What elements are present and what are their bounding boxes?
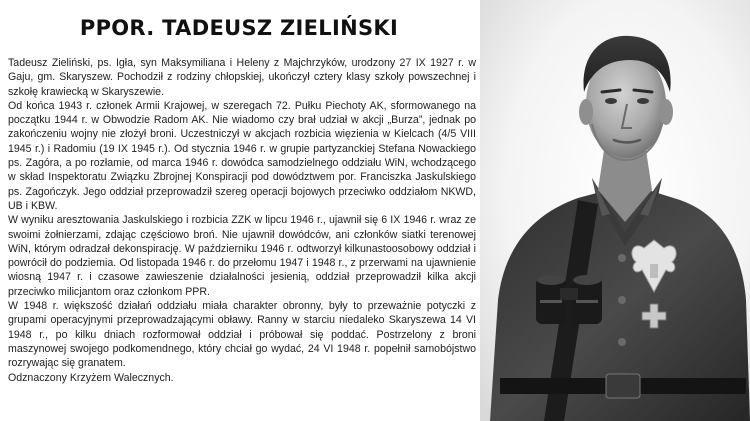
page-title: PPOR. TADEUSZ ZIELIŃSKI xyxy=(79,16,399,40)
bio-paragraph: Odznaczony Krzyżem Walecznych. xyxy=(8,371,174,384)
portrait-photo xyxy=(480,0,750,421)
bio-paragraph: Tadeusz Zieliński, ps. Igła, syn Maksymiliana i Heleny z Majchrzyków, urodzony 27 IX 1927 r. w Gaju, gm. Skaryszew. Pochodził z rodziny chłopskiej, ukończył cztery klasy szkoły powszechnej i szkołę krawiecką w Skaryszewie. xyxy=(8,57,476,98)
bio-paragraph: W wyniku aresztowania Jaskulskiego i rozbicia ZZK w lipcu 1946 r., ujawnił się 6 IX 1946 r. wraz ze swoimi żołnierzami, zdając częściowo broń. Nie ujawnił dowódców, ani członków siatki terenowej WiN, którym odradzał dekonspirację. W październiku 1946 r. odtworzył kilkunastoosobowy oddział i powrócił do podziemia. Od listopada 1946 r. do przełomu 1947 i 1948 r., z przerwami na ujawnienie wiosną 1947 r. i czasowe zawieszenie działalności jesienią, oddział przeprowadził kilka akcji przeciwko milicjantom oraz członkom PPR. xyxy=(8,214,476,298)
bio-paragraph: Od końca 1943 r. członek Armii Krajowej, w szeregach 72. Pułku Piechoty AK, sformowanego na początku 1944 r. w Obwodzie Radom AK. Nie wiadomo czy brał udział w akcji „Burza”, jednak po zakończeniu wojny nie złożył broni. Uczestniczył w akcjach rozbicia więzienia w Kielcach (4/5 VIII 1945 r.) i Radomiu (19 IX 1945 r.). Od stycznia 1946 r. w grupie partyzanckiej Stefana Nowackiego ps. Zagóra, a po rozłamie, od marca 1946 r. dowódca samodzielnego oddziału WiN, wchodzącego w skład Inspektoratu Związku Zbrojnej Konspiracji pod dowództwem por. Franciszka Jaskulskiego ps. Zagończyk. Jego oddział przeprowadził szereg operacji bojowych przeciwko oddziałom NKWD, UB i KBW. xyxy=(8,99,476,212)
biography-text xyxy=(8,56,476,385)
bio-paragraph: W 1948 r. większość działań oddziału miała charakter obronny, były to przeważnie potyczki z grupami operacyjnymi przeprowadzającymi obławy. Ranny w starciu niedaleko Skaryszewa 14 VI 1948 r., po kilku dniach rozformował oddział i próbował się poddać. Postrzelony z broni maszynowej swojego podkomendnego, który chciał go wydać, 24 VI 1948 r. popełnił samobójstwo rozrywając się granatem. xyxy=(8,300,476,370)
